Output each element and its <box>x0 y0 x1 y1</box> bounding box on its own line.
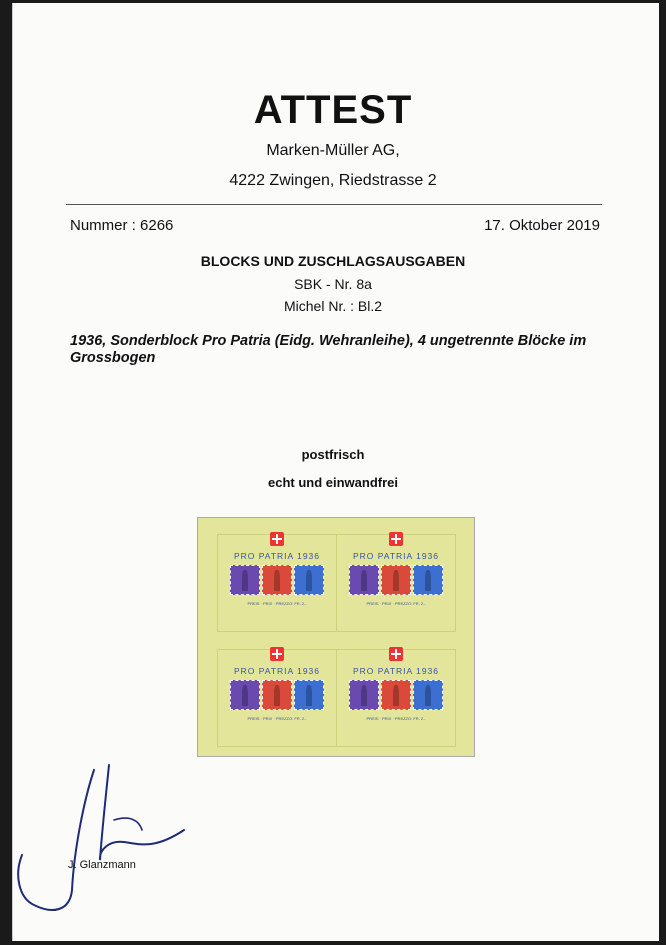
stamp <box>413 565 443 595</box>
condition-genuine: echt und einwandfrei <box>267 475 398 490</box>
stamp-row <box>229 680 325 710</box>
swiss-cross-icon <box>270 647 284 661</box>
stamp-row <box>229 565 325 595</box>
stamp <box>262 680 292 710</box>
souvenir-block <box>336 649 456 747</box>
stamp-row <box>348 565 444 595</box>
issuer-company: Marken-Müller AG, <box>266 142 400 159</box>
block-price: PREIS · PRIX · PREZZO: FR. 2.- <box>366 716 426 721</box>
swiss-cross-icon <box>389 647 403 661</box>
header-divider <box>66 204 602 205</box>
souvenir-block <box>217 649 337 747</box>
block-price: PREIS · PRIX · PREZZO: FR. 2.- <box>247 601 307 606</box>
catalog-section: BLOCKS UND ZUSCHLAGSAUSGABEN <box>200 253 466 269</box>
stamp <box>349 565 379 595</box>
michel-number: Michel Nr. : Bl.2 <box>283 298 383 314</box>
stamp <box>294 565 324 595</box>
certificate-date: 17. Oktober 2019 <box>484 217 600 234</box>
block-title: PRO PATRIA 1936 <box>233 666 321 676</box>
stamp <box>230 565 260 595</box>
stamp <box>413 680 443 710</box>
certificate-number: Nummer : 6266 <box>70 217 174 234</box>
handwritten-signature <box>14 760 194 920</box>
stamp <box>262 565 292 595</box>
item-description: 1936, Sonderblock Pro Patria (Eidg. Wehranleihe), 4 ungetrennte Blöcke im Grossbogen <box>70 333 587 366</box>
stamp <box>294 680 324 710</box>
souvenir-block <box>217 534 337 632</box>
sbk-number: SBK - Nr. 8a <box>294 276 372 292</box>
block-price: PREIS · PRIX · PREZZO: FR. 2.- <box>366 601 426 606</box>
condition-mint: postfrisch <box>301 447 365 462</box>
block-title: PRO PATRIA 1936 <box>233 551 321 561</box>
stamp <box>381 565 411 595</box>
souvenir-block <box>336 534 456 632</box>
stamp <box>381 680 411 710</box>
stamp <box>349 680 379 710</box>
block-title: PRO PATRIA 1936 <box>352 551 440 561</box>
issuer-address: 4222 Zwingen, Riedstrasse 2 <box>229 172 437 189</box>
stamp-sheet-image <box>197 517 475 757</box>
swiss-cross-icon <box>270 532 284 546</box>
block-price: PREIS · PRIX · PREZZO: FR. 2.- <box>247 716 307 721</box>
stamp-row <box>348 680 444 710</box>
document-title: ATTEST <box>253 88 413 132</box>
signer-name: J. Glanzmann <box>68 859 136 871</box>
stamp <box>230 680 260 710</box>
block-title: PRO PATRIA 1936 <box>352 666 440 676</box>
swiss-cross-icon <box>389 532 403 546</box>
